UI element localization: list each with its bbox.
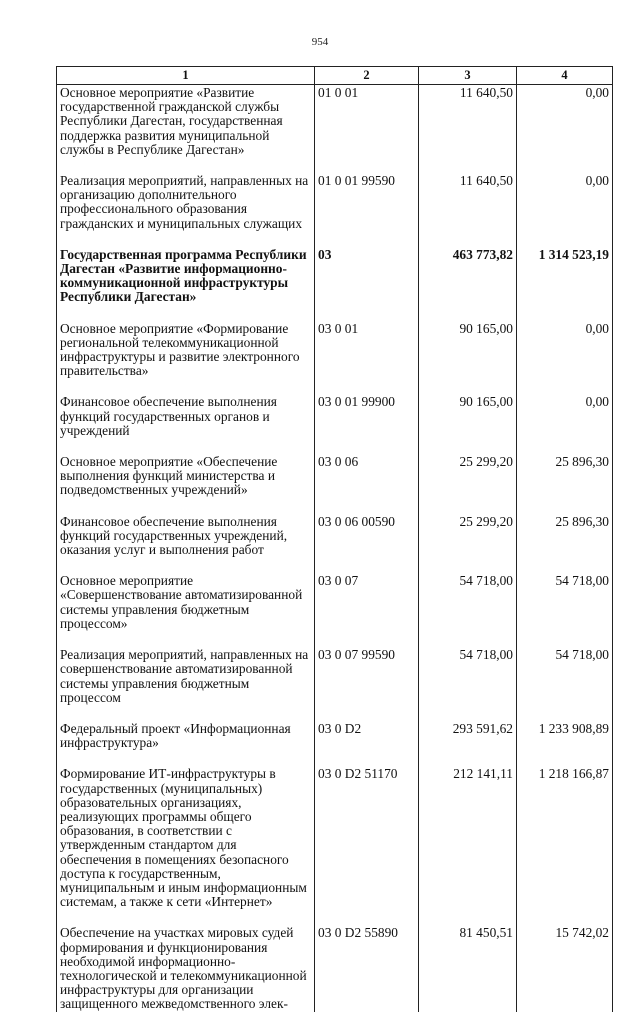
row-code-cell: 01 0 01 xyxy=(315,85,419,174)
row-value-4-cell: 1 233 908,89 xyxy=(517,721,613,766)
row-value-3-cell: 25 299,20 xyxy=(419,454,517,514)
row-value-3-cell: 54 718,00 xyxy=(419,647,517,721)
row-value-3-cell: 81 450,51 xyxy=(419,925,517,1011)
row-code-cell: 01 0 01 99590 xyxy=(315,173,419,247)
row-value-3-cell: 11 640,50 xyxy=(419,85,517,174)
row-name-cell: Основное мероприятие «Совершенствование автоматизированной системы управления бюджетным процессом» xyxy=(57,573,315,647)
budget-table xyxy=(56,66,613,1012)
table-row xyxy=(57,573,613,647)
header-col-1: 1 xyxy=(57,67,315,85)
table-header-row xyxy=(57,67,613,85)
row-value-3-cell: 212 141,11 xyxy=(419,766,517,925)
row-name-cell: Финансовое обеспечение выполнения функций государственных учреждений, оказания услуг и выполнения работ xyxy=(57,514,315,574)
row-name-cell: Федеральный проект «Информационная инфраструктура» xyxy=(57,721,315,766)
row-value-4-cell: 0,00 xyxy=(517,394,613,454)
table-body xyxy=(57,85,613,1012)
header-col-4: 4 xyxy=(517,67,613,85)
row-code-cell: 03 0 D2 55890 xyxy=(315,925,419,1011)
page-number: 954 xyxy=(311,36,329,48)
row-code-cell: 03 0 D2 51170 xyxy=(315,766,419,925)
header-col-2: 2 xyxy=(315,67,419,85)
row-value-3-cell: 90 165,00 xyxy=(419,394,517,454)
row-name-cell: Основное мероприятие «Обеспечение выполнения функций министерства и подведомственных учреждений» xyxy=(57,454,315,514)
row-name-cell: Обеспечение на участках мировых судей формирования и функционирования необходимой информационно-технологической и телекоммуникационной инфраструктуры для организации защищенного межведомственного элек- xyxy=(57,925,315,1011)
row-value-4-cell: 0,00 xyxy=(517,173,613,247)
row-name-cell: Финансовое обеспечение выполнения функций государственных органов и учреждений xyxy=(57,394,315,454)
row-name-cell: Реализация мероприятий, направленных на организацию дополнительного профессионального образования гражданских и муниципальных служащих xyxy=(57,173,315,247)
row-value-4-cell: 1 218 166,87 xyxy=(517,766,613,925)
row-code-cell: 03 0 01 99900 xyxy=(315,394,419,454)
row-value-3-cell: 90 165,00 xyxy=(419,321,517,395)
table-row xyxy=(57,247,613,321)
table-row xyxy=(57,766,613,925)
row-code-cell: 03 0 07 99590 xyxy=(315,647,419,721)
row-value-4-cell: 25 896,30 xyxy=(517,514,613,574)
row-value-4-cell: 54 718,00 xyxy=(517,573,613,647)
row-code-cell: 03 0 06 xyxy=(315,454,419,514)
row-value-4-cell: 1 314 523,19 xyxy=(517,247,613,321)
row-name-cell: Реализация мероприятий, направленных на совершенствование автоматизированной системы управления бюджетным процессом xyxy=(57,647,315,721)
row-value-3-cell: 463 773,82 xyxy=(419,247,517,321)
table-row xyxy=(57,647,613,721)
row-value-3-cell: 54 718,00 xyxy=(419,573,517,647)
table-row xyxy=(57,514,613,574)
row-value-4-cell: 54 718,00 xyxy=(517,647,613,721)
row-name-cell: Основное мероприятие «Формирование региональной телекоммуникационной инфраструктуры и развитие электронного правительства» xyxy=(57,321,315,395)
row-name-cell: Государственная программа Республики Дагестан «Развитие информационно-коммуникационной инфраструктуры Республики Дагестан» xyxy=(57,247,315,321)
row-value-4-cell: 25 896,30 xyxy=(517,454,613,514)
row-value-4-cell: 15 742,02 xyxy=(517,925,613,1011)
row-value-4-cell: 0,00 xyxy=(517,321,613,395)
header-col-3: 3 xyxy=(419,67,517,85)
row-value-3-cell: 11 640,50 xyxy=(419,173,517,247)
row-value-3-cell: 293 591,62 xyxy=(419,721,517,766)
row-name-cell: Основное мероприятие «Развитие государственной гражданской службы Республики Дагестан, государственная поддержка развития муниципальной службы в Республике Дагестан» xyxy=(57,85,315,174)
table-row xyxy=(57,925,613,1011)
row-code-cell: 03 xyxy=(315,247,419,321)
table-row xyxy=(57,85,613,174)
row-name-cell: Формирование ИТ-инфраструктуры в государственных (муниципальных) образовательных организациях, реализующих программы общего образования, в соответствии с утвержденным стандартом для обеспечения в помещениях безопасного доступа к государственным, муниципальным и иным информационным системам, а также к сети «Интернет» xyxy=(57,766,315,925)
row-code-cell: 03 0 01 xyxy=(315,321,419,395)
table-row xyxy=(57,454,613,514)
table-row xyxy=(57,721,613,766)
table-row xyxy=(57,394,613,454)
table-row xyxy=(57,321,613,395)
row-value-3-cell: 25 299,20 xyxy=(419,514,517,574)
row-code-cell: 03 0 07 xyxy=(315,573,419,647)
row-value-4-cell: 0,00 xyxy=(517,85,613,174)
row-code-cell: 03 0 D2 xyxy=(315,721,419,766)
table-row xyxy=(57,173,613,247)
row-code-cell: 03 0 06 00590 xyxy=(315,514,419,574)
